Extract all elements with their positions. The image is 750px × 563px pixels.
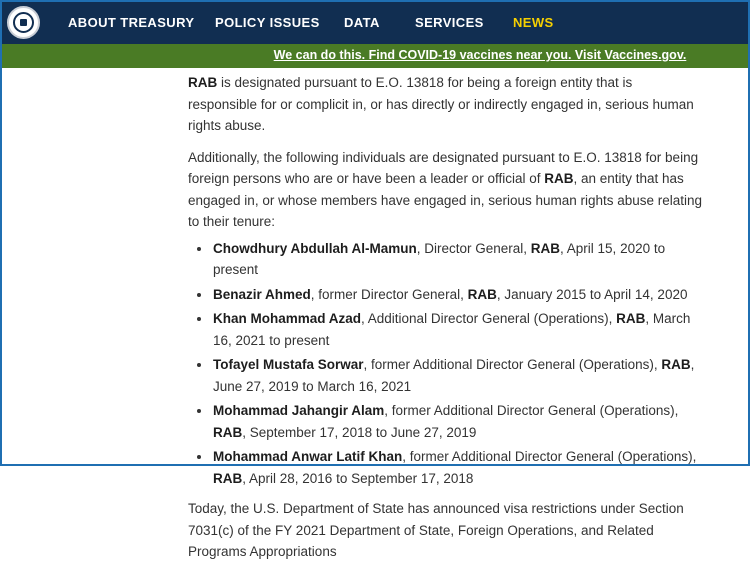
list-item	[212, 308, 703, 351]
person-dates: , March 16, 2021 to present	[213, 311, 691, 348]
person-role: , former Director General,	[310, 286, 468, 302]
list-item	[212, 354, 703, 397]
person-org: RAB	[661, 357, 691, 372]
nav-services[interactable]: SERVICES	[415, 15, 484, 30]
list-item	[212, 284, 703, 306]
person-dates: , January 2015 to April 14, 2020	[496, 286, 688, 302]
covid-banner	[2, 44, 748, 68]
list-item	[212, 400, 703, 443]
seal-ring	[13, 12, 34, 33]
nav-data[interactable]: DATA	[344, 15, 380, 30]
entity-rab: RAB	[188, 75, 218, 90]
designated-individuals-list	[188, 238, 703, 490]
person-org: RAB	[616, 311, 646, 326]
person-role: , former Additional Director General (Operations),	[402, 449, 697, 464]
person-dates: , September 17, 2018 to June 27, 2019	[242, 424, 477, 440]
person-name: Tofayel Mustafa Sorwar	[213, 357, 364, 372]
person-name: Chowdhury Abdullah Al-Mamun	[213, 240, 417, 256]
top-navigation	[2, 2, 748, 44]
paragraph-text: Additionally, the following individuals are designated pursuant to E.O. 13818 for being foreign persons who are or have been a leader or official of	[188, 149, 699, 186]
person-role: , Director General,	[416, 240, 531, 256]
list-item	[212, 238, 703, 281]
person-org: RAB	[213, 424, 243, 440]
paragraph-visa-restrictions: Today, the U.S. Department of State has announced visa restrictions under Section 7031(c) of the FY 2021 Department of State, Foreign Operations, and Related Programs Appropriations	[188, 501, 684, 559]
person-org: RAB	[213, 470, 243, 486]
person-role: , former Additional Director General (Operations),	[363, 357, 662, 372]
person-org: RAB	[530, 240, 561, 256]
person-role: , former Additional Director General (Operations),	[384, 403, 679, 418]
treasury-seal-icon[interactable]	[7, 6, 40, 39]
article-body	[188, 68, 703, 563]
paragraph-individuals-intro	[188, 147, 703, 233]
person-dates: , April 28, 2016 to September 17, 2018	[242, 470, 474, 486]
person-name: Khan Mohammad Azad	[213, 311, 362, 326]
entity-rab: RAB	[544, 171, 574, 186]
nav-news[interactable]: NEWS	[513, 15, 554, 30]
nav-about-treasury[interactable]: ABOUT TREASURY	[68, 15, 195, 30]
nav-policy-issues[interactable]: POLICY ISSUES	[215, 15, 320, 30]
paragraph-text: , an entity that has engaged in, or whose members have engaged in, serious human rights abuse relating to their tenure:	[188, 171, 703, 229]
person-name: Mohammad Jahangir Alam	[213, 403, 385, 418]
paragraph-text: is designated pursuant to E.O. 13818 for being a foreign entity that is responsible for or complicit in, or has directly or indirectly engaged in, serious human rights abuse.	[188, 75, 694, 133]
person-dates: , June 27, 2019 to March 16, 2021	[213, 357, 695, 394]
paragraph-rab-designation	[188, 68, 703, 137]
seal-center	[20, 19, 27, 26]
person-dates: , April 15, 2020 to present	[213, 240, 666, 277]
person-role: , Additional Director General (Operations),	[361, 311, 617, 326]
covid-banner-link[interactable]: We can do this. Find COVID-19 vaccines near you. Visit Vaccines.gov.	[273, 48, 687, 62]
person-name: Benazir Ahmed	[213, 286, 311, 302]
person-name: Mohammad Anwar Latif Khan	[213, 449, 403, 464]
person-org: RAB	[467, 286, 497, 302]
list-item	[212, 446, 703, 489]
